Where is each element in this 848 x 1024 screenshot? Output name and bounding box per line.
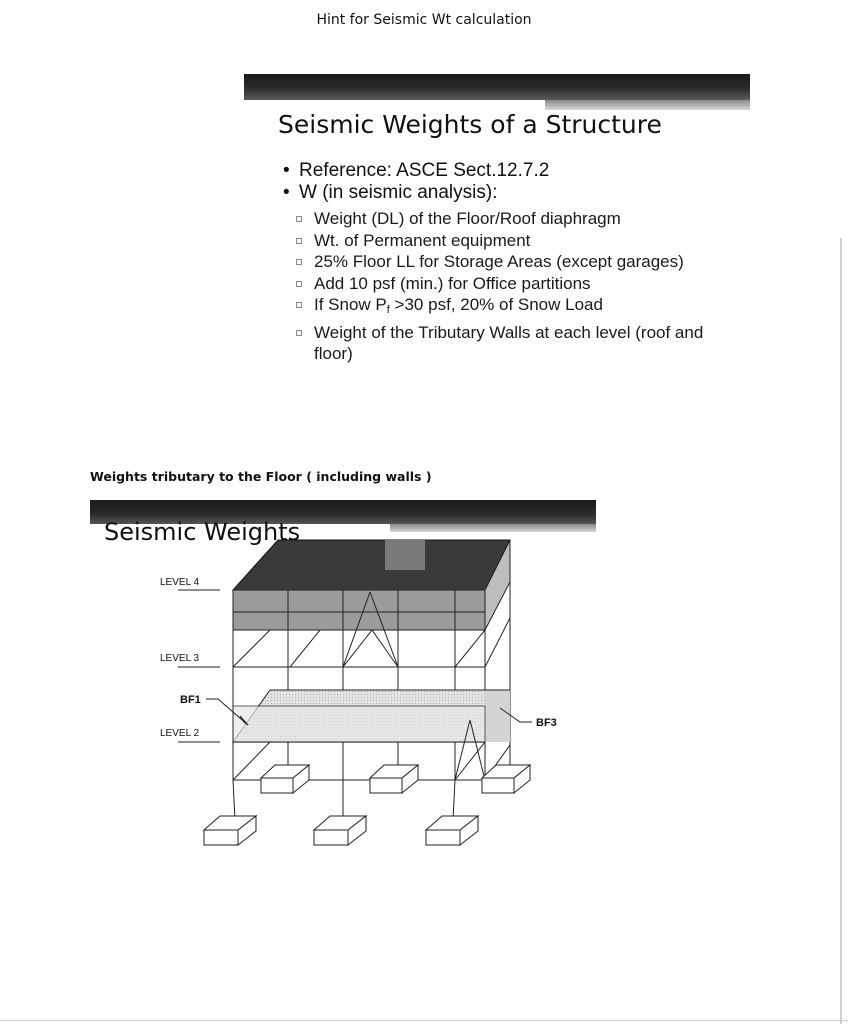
page-edge-bottom xyxy=(0,1020,848,1021)
snow-suffix: >30 psf, 20% of Snow Load xyxy=(389,295,603,314)
sub-bullet-walls: Weight of the Tributary Walls at each level (roof and floor) xyxy=(296,322,736,365)
sub-bullet-equipment: Wt. of Permanent equipment xyxy=(296,230,736,252)
level3-label: LEVEL 3 xyxy=(160,653,200,664)
level4-label: LEVEL 4 xyxy=(160,577,200,588)
bf1-label: BF1 xyxy=(180,694,201,706)
slide2-title: Seismic Weights xyxy=(104,518,301,546)
snow-subscript: f xyxy=(386,304,390,316)
sub-bullet-partitions: Add 10 psf (min.) for Office partitions xyxy=(296,273,736,295)
bullet-reference: • Reference: ASCE Sect.12.7.2 xyxy=(283,160,549,182)
level2-label: LEVEL 2 xyxy=(160,728,200,739)
bf3-label: BF3 xyxy=(536,717,557,729)
roof-equipment xyxy=(385,540,425,570)
footings-front xyxy=(204,816,478,845)
sub-bullet-storage: 25% Floor LL for Storage Areas (except garages) xyxy=(296,251,736,273)
roof-diaphragm xyxy=(233,540,510,590)
page-edge-right xyxy=(840,238,842,1024)
page-header: Hint for Seismic Wt calculation xyxy=(316,12,532,28)
footings-back xyxy=(261,765,530,793)
section-caption: Weights tributary to the Floor ( including walls ) xyxy=(90,469,432,484)
bullet-w-definition: • W (in seismic analysis): xyxy=(283,182,549,204)
sub-bullet-dead-load: Weight (DL) of the Floor/Roof diaphragm xyxy=(296,208,736,230)
snow-prefix: If Snow P xyxy=(314,295,387,314)
slide-title: Seismic Weights of a Structure xyxy=(278,110,662,139)
